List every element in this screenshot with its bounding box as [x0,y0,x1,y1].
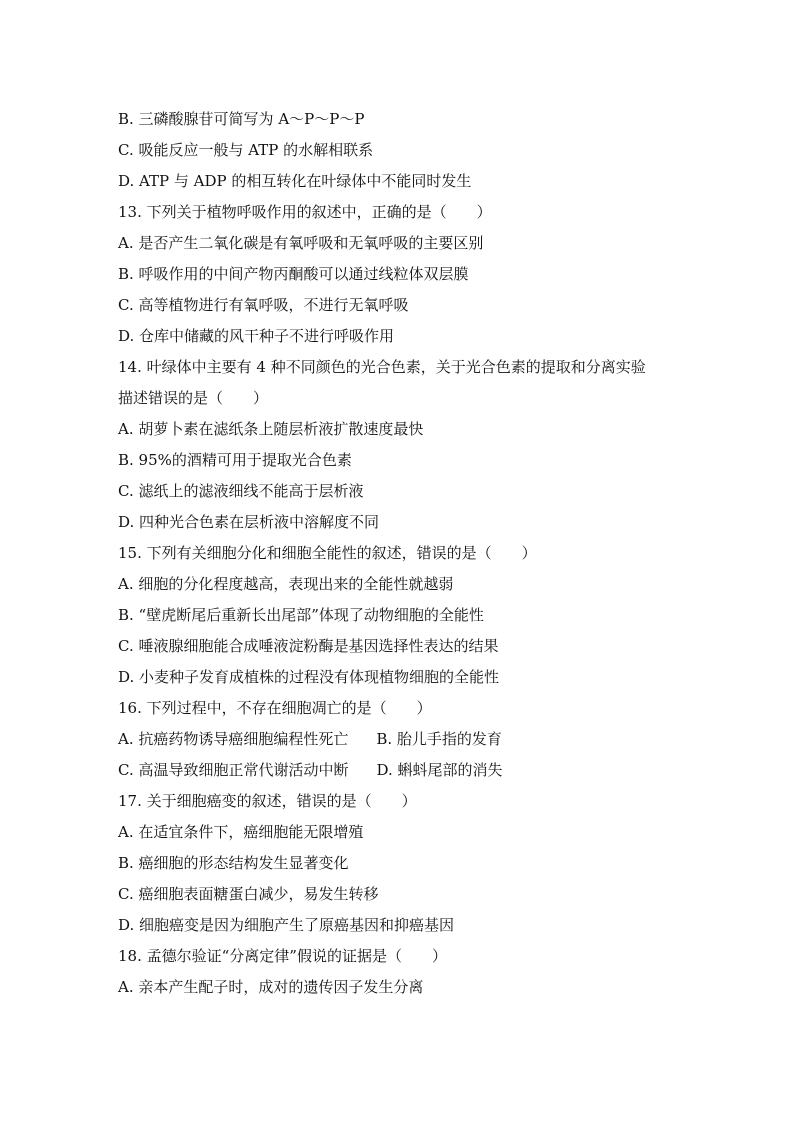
option-line: B. 95%的酒精可用于提取光合色素 [118,451,352,469]
question-15: 15. 下列有关细胞分化和细胞全能性的叙述，错误的是（ ） [118,544,537,562]
option-line: D. 四种光合色素在层析液中溶解度不同 [118,513,380,531]
option-line: A. 细胞的分化程度越高，表现出来的全能性就越弱 [118,575,454,593]
option-line: C. 吸能反应一般与 ATP 的水解相联系 [118,141,374,159]
option-line: A. 亲本产生配子时，成对的遗传因子发生分离 [118,978,424,996]
option-line: B. 呼吸作用的中间产物丙酮酸可以通过线粒体双层膜 [118,265,469,283]
option-line: B. 三磷酸腺苷可简写为 A～P～P～P [118,110,365,128]
option-row [118,724,698,755]
question-13: 13. 下列关于植物呼吸作用的叙述中，正确的是（ ） [118,203,492,221]
option-a: A. 抗癌药物诱导癌细胞编程性死亡 [118,730,349,748]
option-line: D. 细胞癌变是因为细胞产生了原癌基因和抑癌基因 [118,916,455,934]
question-14-continued: 描述错误的是（ ） [118,389,269,407]
question-text [118,104,698,1003]
option-line: C. 癌细胞表面糖蛋白减少，易发生转移 [118,885,379,903]
option-line: A. 胡萝卜素在滤纸条上随层析液扩散速度最快 [118,420,424,438]
option-line: C. 高等植物进行有氧呼吸，不进行无氧呼吸 [118,296,409,314]
option-line: D. ATP 与 ADP 的相互转化在叶绿体中不能同时发生 [118,172,472,190]
option-line: C. 滤纸上的滤液细线不能高于层析液 [118,482,364,500]
question-14: 14. 叶绿体中主要有 4 种不同颜色的光合色素，关于光合色素的提取和分离实验 [118,358,646,376]
option-d: D. 蝌蚪尾部的消失 [376,761,503,779]
option-b: B. 胎儿手指的发育 [376,730,502,748]
option-line: B. “壁虎断尾后重新长出尾部”体现了动物细胞的全能性 [118,606,484,624]
option-line: A. 是否产生二氧化碳是有氧呼吸和无氧呼吸的主要区别 [118,234,484,252]
option-line: B. 癌细胞的形态结构发生显著变化 [118,854,349,872]
option-line: D. 仓库中储藏的风干种子不进行呼吸作用 [118,327,395,345]
option-line: A. 在适宜条件下，癌细胞能无限增殖 [118,823,364,841]
option-row [118,755,698,786]
question-18: 18. 孟德尔验证“分离定律”假说的证据是（ ） [118,947,447,965]
option-c: C. 高温导致细胞正常代谢活动中断 [118,761,349,779]
question-17: 17. 关于细胞癌变的叙述，错误的是（ ） [118,792,417,810]
question-16: 16. 下列过程中，不存在细胞凋亡的是（ ） [118,699,432,717]
option-line: C. 唾液腺细胞能合成唾液淀粉酶是基因选择性表达的结果 [118,637,499,655]
option-line: D. 小麦种子发育成植株的过程没有体现植物细胞的全能性 [118,668,500,686]
